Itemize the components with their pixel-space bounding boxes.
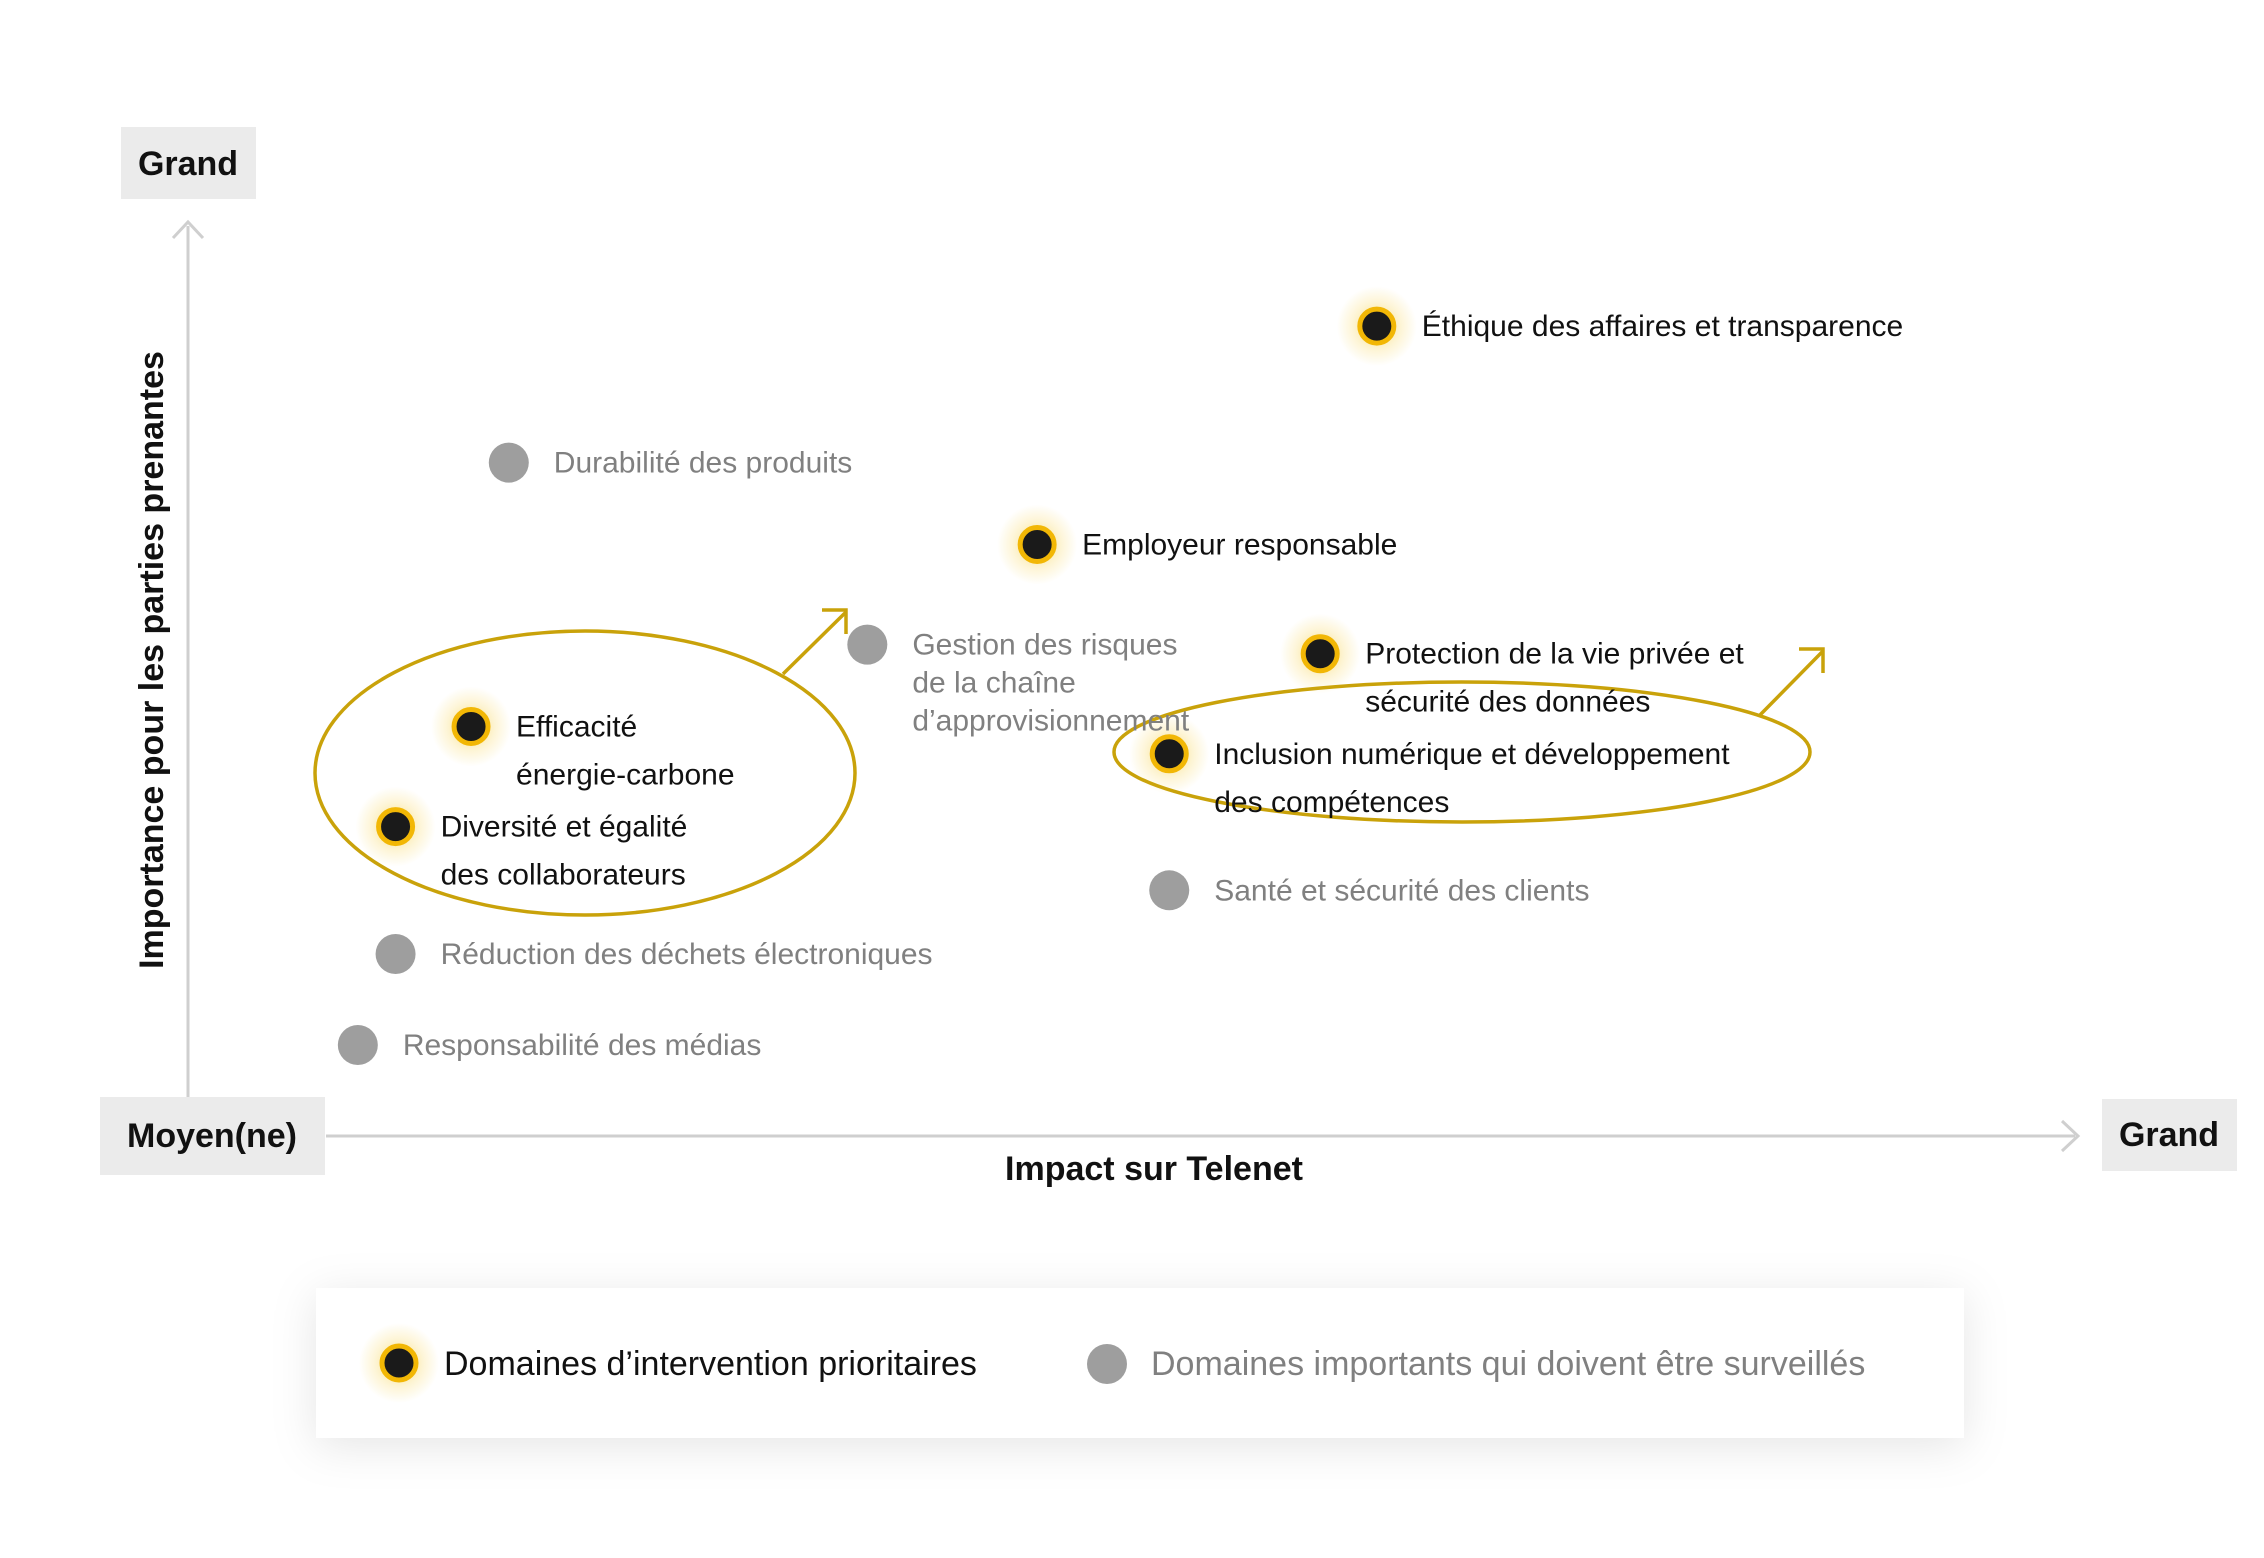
y-axis-high-label [121,127,256,199]
watch-point [338,1025,762,1065]
watch-point [1149,870,1589,910]
point-label: Santé et sécurité des clients [1214,874,1590,908]
point-marker [1149,870,1189,910]
x-axis-title: Impact sur Telenet [1005,1150,1303,1188]
x-axis-low-text: Moyen(ne) [127,1117,297,1155]
point-marker [376,934,416,974]
point-label: Protection de la vie privée et [1365,637,1744,671]
point-marker [1360,309,1394,343]
priority-point [997,505,1397,585]
point-label: Diversité et égalité [440,810,688,844]
legend-priority-marker [382,1346,416,1380]
y-axis-title: Importance pour les parties prenantes [133,351,171,969]
point-marker [489,443,529,483]
point-label: Efficacité [516,710,638,744]
point-marker [1152,737,1186,771]
point-label: des collaborateurs [440,858,686,892]
x-axis-high-label [2102,1099,2237,1171]
point-marker [338,1025,378,1065]
point-marker [1020,528,1054,562]
watch-point [847,625,1190,738]
priority-point [1129,714,1730,819]
point-marker [454,710,488,744]
right-group-arrow [1760,651,1823,715]
data-points [338,286,1903,1065]
legend-priority-label: Domaines d’intervention prioritaires [444,1345,977,1383]
point-label: Durabilité des produits [553,446,853,480]
legend-item-watch [1087,1344,1865,1384]
point-label: Gestion des risques [912,628,1178,662]
point-label: d’approvisionnement [912,704,1190,738]
watch-point [376,934,933,974]
watch-point [489,443,852,483]
legend-watch-label: Domaines importants qui doivent être surveillés [1151,1345,1866,1383]
point-marker [379,810,413,844]
priority-point [1337,286,1903,366]
axes [173,222,2078,1151]
point-label: de la chaîne [912,666,1076,700]
point-label: sécurité des données [1365,685,1651,719]
left-group-arrow [783,612,846,674]
x-axis-low-label [100,1097,325,1175]
point-label: Éthique des affaires et transparence [1421,310,1904,344]
point-label: des compétences [1214,785,1450,819]
y-axis-high-text: Grand [137,145,239,183]
priority-point [1280,614,1744,719]
point-label: Employeur responsable [1082,528,1398,562]
legend-watch-marker [1087,1344,1127,1384]
point-marker [847,625,887,665]
legend [316,1288,1964,1438]
priority-point [431,687,734,792]
priority-point [356,787,688,892]
point-label: Réduction des déchets électroniques [440,938,933,971]
x-axis-high-text: Grand [2118,1116,2220,1154]
point-marker [1303,637,1337,671]
point-label: énergie-carbone [516,758,735,792]
point-label: Responsabilité des médias [402,1029,762,1062]
point-label: Inclusion numérique et développement [1214,737,1730,771]
